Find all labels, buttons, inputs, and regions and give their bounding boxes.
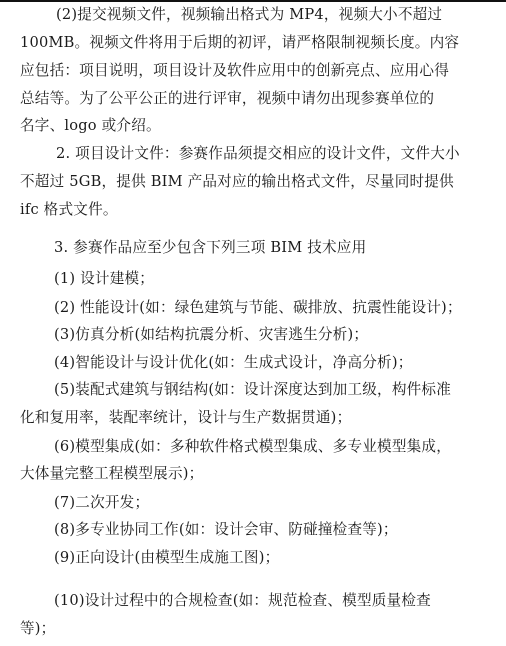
list-item: (8)多专业协同工作(如：设计会审、防碰撞检查等)； [54,521,398,538]
list-item: (9)正向设计(由模型生成施工图)； [54,549,280,566]
list-item: (1) 设计建模； [54,270,155,287]
text-line: 不超过 5GB，提供 BIM 产品对应的输出格式文件，尽量同时提供 [20,173,454,190]
text-line: 2. 项目设计文件：参赛作品须提交相应的设计文件，文件大小 [56,145,460,162]
text-line: 大体量完整工程模型展示)； [20,465,204,482]
text-line: 等)； [20,620,56,637]
list-item: (5)装配式建筑与钢结构(如：设计深度达到加工级，构件标准 [54,381,452,398]
text-line: 名字、logo 或介绍。 [20,117,161,134]
text-line: (2)提交视频文件，视频输出格式为 MP4，视频大小不超过 [56,6,443,23]
section-heading: 3. 参赛作品应至少包含下列三项 BIM 技术应用 [54,239,367,256]
text-line: 总结等。为了公平公正的进行评审，视频中请勿出现参赛单位的 [20,90,435,107]
text-line: 应包括：项目说明，项目设计及软件应用中的创新亮点、应用心得 [20,62,450,79]
list-item: (10)设计过程中的合规检查(如：规范检查、模型质量检查 [54,592,431,609]
text-line: ifc 格式文件。 [20,201,118,218]
list-item: (2) 性能设计(如：绿色建筑与节能、碳排放、抗震性能设计)； [54,299,462,316]
list-item: (4)智能设计与设计优化(如：生成式设计，净高分析)； [54,354,413,371]
list-item: (7)二次开发； [54,494,150,511]
text-line: 化和复用率，装配率统计，设计与生产数据贯通)； [20,409,352,426]
list-item: (6)模型集成(如：多种软件格式模型集成、多专业模型集成， [54,438,452,455]
text-line: 100MB。视频文件将用于后期的初评，请严格限制视频长度。内容 [20,34,460,51]
list-item: (3)仿真分析(如结构抗震分析、灾害逃生分析)； [54,326,369,343]
